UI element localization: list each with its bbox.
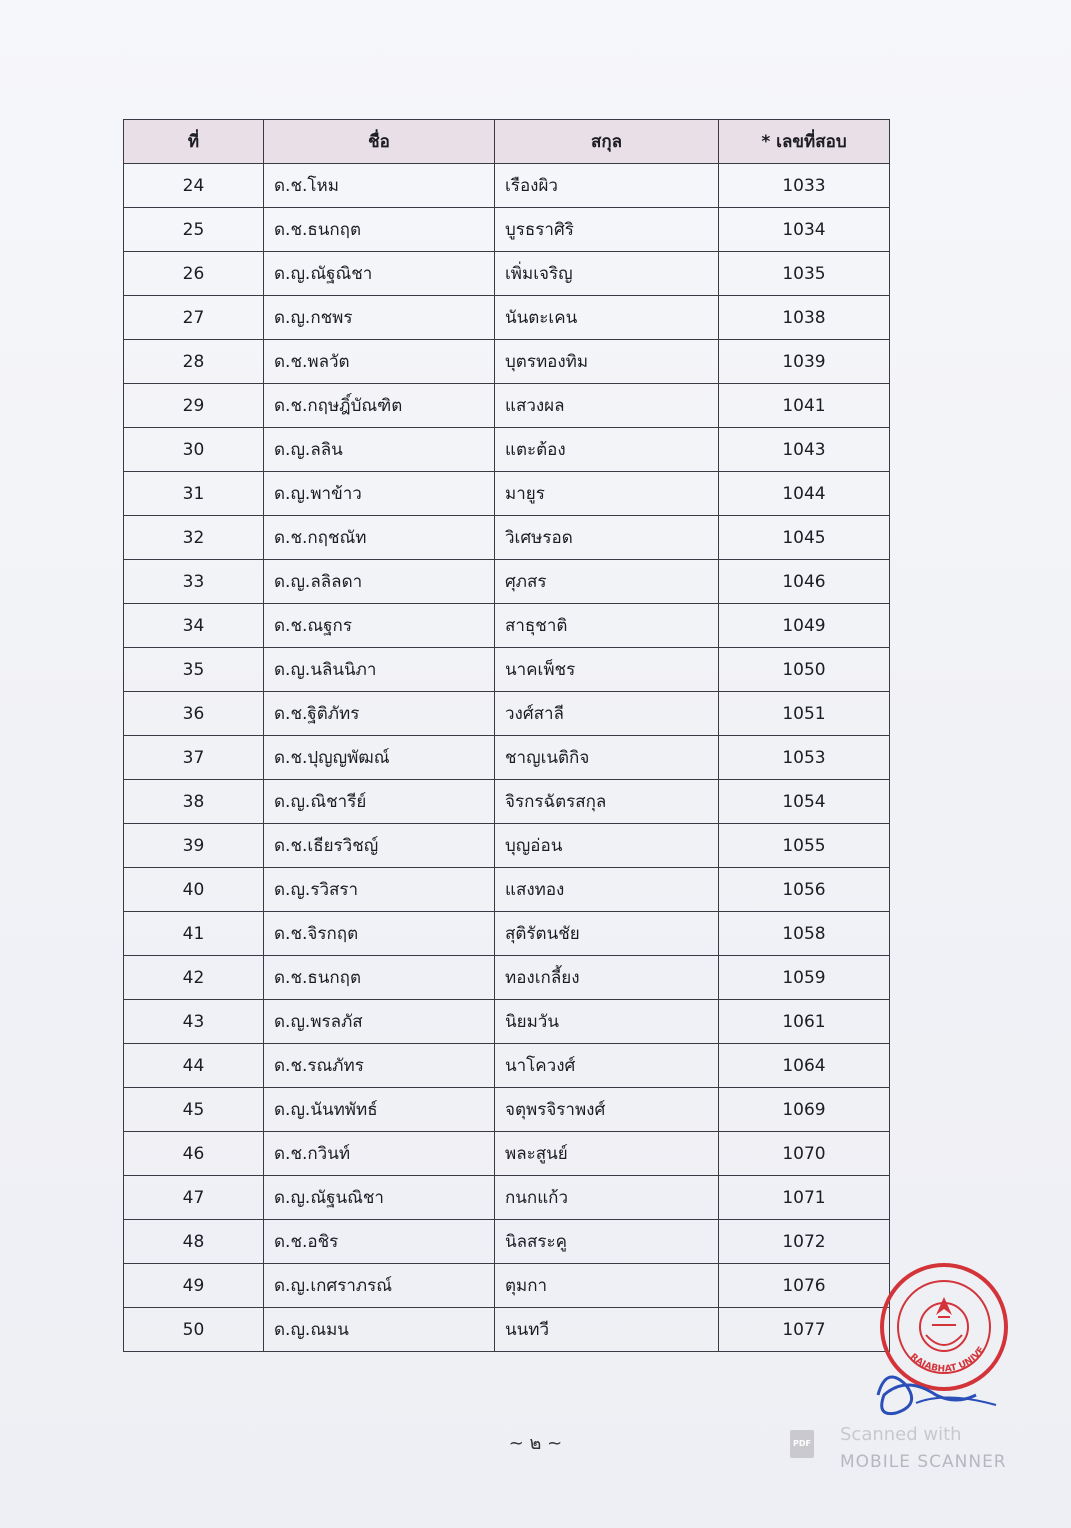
cell-surname: นาโควงศ์ (495, 1044, 719, 1088)
cell-no: 42 (124, 956, 264, 1000)
cell-name: ด.ช.พลวัต (264, 340, 495, 384)
seal-stamp-icon (876, 1245, 1026, 1425)
cell-exam-id: 1053 (719, 736, 890, 780)
table-row (124, 1088, 890, 1132)
table-row (124, 1308, 890, 1352)
cell-name: ด.ช.ธนกฤต (264, 208, 495, 252)
cell-no: 48 (124, 1220, 264, 1264)
cell-name: ด.ช.ธนกฤต (264, 956, 495, 1000)
table-row (124, 912, 890, 956)
cell-no: 32 (124, 516, 264, 560)
cell-name: ด.ญ.ณิชารีย์ (264, 780, 495, 824)
cell-exam-id: 1050 (719, 648, 890, 692)
table-row (124, 604, 890, 648)
cell-no: 36 (124, 692, 264, 736)
cell-no: 26 (124, 252, 264, 296)
cell-surname: ชาญเนติกิจ (495, 736, 719, 780)
cell-exam-id: 1034 (719, 208, 890, 252)
cell-surname: วงศ์สาลี (495, 692, 719, 736)
cell-exam-id: 1056 (719, 868, 890, 912)
cell-no: 33 (124, 560, 264, 604)
table-row (124, 1264, 890, 1308)
cell-name: ด.ช.ณฐกร (264, 604, 495, 648)
exam-list-table (123, 119, 890, 1352)
table-row (124, 428, 890, 472)
cell-no: 41 (124, 912, 264, 956)
cell-name: ด.ญ.พรลภัส (264, 1000, 495, 1044)
table-row (124, 1176, 890, 1220)
cell-name: ด.ญ.ณัฐนณิชา (264, 1176, 495, 1220)
table-body (124, 164, 890, 1352)
page-number: ~ ๒ ~ (508, 1433, 563, 1454)
cell-no: 25 (124, 208, 264, 252)
seal-text: RAJABHAT UNIVE (907, 1345, 987, 1375)
cell-surname: ศุภสร (495, 560, 719, 604)
table-row (124, 1000, 890, 1044)
cell-exam-id: 1051 (719, 692, 890, 736)
cell-exam-id: 1061 (719, 1000, 890, 1044)
cell-no: 31 (124, 472, 264, 516)
cell-exam-id: 1039 (719, 340, 890, 384)
cell-name: ด.ญ.ลลิน (264, 428, 495, 472)
cell-exam-id: 1076 (719, 1264, 890, 1308)
table-row (124, 252, 890, 296)
cell-exam-id: 1046 (719, 560, 890, 604)
cell-no: 24 (124, 164, 264, 208)
cell-no: 49 (124, 1264, 264, 1308)
table-row (124, 472, 890, 516)
table-row (124, 648, 890, 692)
cell-exam-id: 1054 (719, 780, 890, 824)
cell-surname: แสงทอง (495, 868, 719, 912)
cell-surname: สาธุชาติ (495, 604, 719, 648)
cell-surname: แสวงผล (495, 384, 719, 428)
table-row (124, 956, 890, 1000)
table-header-row (124, 120, 890, 164)
cell-no: 39 (124, 824, 264, 868)
cell-surname: นิลสระคู (495, 1220, 719, 1264)
cell-name: ด.ช.ปุญญพัฒณ์ (264, 736, 495, 780)
table-row (124, 560, 890, 604)
cell-exam-id: 1033 (719, 164, 890, 208)
cell-exam-id: 1041 (719, 384, 890, 428)
cell-surname: กนกแก้ว (495, 1176, 719, 1220)
cell-no: 37 (124, 736, 264, 780)
cell-name: ด.ช.จิรกฤต (264, 912, 495, 956)
table-row (124, 1044, 890, 1088)
cell-name: ด.ช.กฤชณัท (264, 516, 495, 560)
cell-surname: นันตะเคน (495, 296, 719, 340)
cell-no: 27 (124, 296, 264, 340)
cell-exam-id: 1072 (719, 1220, 890, 1264)
cell-name: ด.ญ.พาข้าว (264, 472, 495, 516)
cell-name: ด.ช.เธียรวิชญ์ (264, 824, 495, 868)
cell-surname: นาคเพ็ชร (495, 648, 719, 692)
cell-name: ด.ญ.ลลิลดา (264, 560, 495, 604)
table-row (124, 296, 890, 340)
cell-no: 29 (124, 384, 264, 428)
cell-surname: บูรธราศิริ (495, 208, 719, 252)
cell-surname: ตุมกา (495, 1264, 719, 1308)
cell-exam-id: 1044 (719, 472, 890, 516)
cell-name: ด.ช.ฐิติภัทร (264, 692, 495, 736)
header-name: ชื่อ (264, 120, 495, 164)
table-row (124, 340, 890, 384)
cell-exam-id: 1043 (719, 428, 890, 472)
cell-surname: จตุพรจิราพงศ์ (495, 1088, 719, 1132)
cell-name: ด.ช.โหม (264, 164, 495, 208)
cell-surname: จิรกรฉัตรสกุล (495, 780, 719, 824)
watermark-line1: Scanned with (840, 1424, 962, 1445)
cell-name: ด.ญ.กชพร (264, 296, 495, 340)
cell-surname: นิยมวัน (495, 1000, 719, 1044)
cell-no: 50 (124, 1308, 264, 1352)
cell-exam-id: 1064 (719, 1044, 890, 1088)
pdf-file-icon: PDF (790, 1430, 814, 1458)
cell-surname: แตะต้อง (495, 428, 719, 472)
cell-no: 35 (124, 648, 264, 692)
watermark-line2: MOBILE SCANNER (840, 1452, 1007, 1472)
header-surname: สกุล (495, 120, 719, 164)
exam-list-table-container (123, 119, 889, 1352)
cell-surname: บุญอ่อน (495, 824, 719, 868)
cell-surname: วิเศษรอด (495, 516, 719, 560)
scanner-watermark (790, 1424, 1030, 1474)
cell-exam-id: 1038 (719, 296, 890, 340)
cell-name: ด.ช.กวินท์ (264, 1132, 495, 1176)
header-exam-id: * เลขที่สอบ (719, 120, 890, 164)
table-row (124, 164, 890, 208)
cell-exam-id: 1055 (719, 824, 890, 868)
cell-no: 45 (124, 1088, 264, 1132)
cell-no: 40 (124, 868, 264, 912)
cell-exam-id: 1059 (719, 956, 890, 1000)
cell-name: ด.ญ.รวิสรา (264, 868, 495, 912)
table-row (124, 868, 890, 912)
cell-surname: พละสูนย์ (495, 1132, 719, 1176)
table-row (124, 208, 890, 252)
cell-no: 46 (124, 1132, 264, 1176)
cell-surname: เรืองผิว (495, 164, 719, 208)
cell-surname: ทองเกลี้ยง (495, 956, 719, 1000)
cell-no: 28 (124, 340, 264, 384)
cell-no: 30 (124, 428, 264, 472)
cell-exam-id: 1070 (719, 1132, 890, 1176)
cell-exam-id: 1049 (719, 604, 890, 648)
table-row (124, 780, 890, 824)
cell-name: ด.ช.อชิร (264, 1220, 495, 1264)
table-row (124, 692, 890, 736)
cell-surname: สุติรัตนชัย (495, 912, 719, 956)
cell-name: ด.ญ.นันทพัทธ์ (264, 1088, 495, 1132)
cell-exam-id: 1071 (719, 1176, 890, 1220)
header-no: ที่ (124, 120, 264, 164)
cell-exam-id: 1058 (719, 912, 890, 956)
table-row (124, 384, 890, 428)
cell-no: 44 (124, 1044, 264, 1088)
cell-name: ด.ญ.ณัฐณิชา (264, 252, 495, 296)
cell-surname: นนทวี (495, 1308, 719, 1352)
cell-exam-id: 1045 (719, 516, 890, 560)
cell-name: ด.ช.รณภัทร (264, 1044, 495, 1088)
cell-name: ด.ญ.นลินนิภา (264, 648, 495, 692)
table-row (124, 736, 890, 780)
cell-exam-id: 1069 (719, 1088, 890, 1132)
table-row (124, 824, 890, 868)
cell-exam-id: 1077 (719, 1308, 890, 1352)
table-row (124, 1132, 890, 1176)
cell-surname: บุตรทองทิม (495, 340, 719, 384)
table-row (124, 1220, 890, 1264)
cell-no: 34 (124, 604, 264, 648)
cell-name: ด.ญ.ณมน (264, 1308, 495, 1352)
cell-name: ด.ช.กฤษฎิ์บัณฑิต (264, 384, 495, 428)
cell-surname: มายูร (495, 472, 719, 516)
cell-surname: เพิ่มเจริญ (495, 252, 719, 296)
cell-exam-id: 1035 (719, 252, 890, 296)
cell-name: ด.ญ.เกศราภรณ์ (264, 1264, 495, 1308)
cell-no: 38 (124, 780, 264, 824)
cell-no: 47 (124, 1176, 264, 1220)
cell-no: 43 (124, 1000, 264, 1044)
university-seal (876, 1245, 1026, 1425)
table-row (124, 516, 890, 560)
